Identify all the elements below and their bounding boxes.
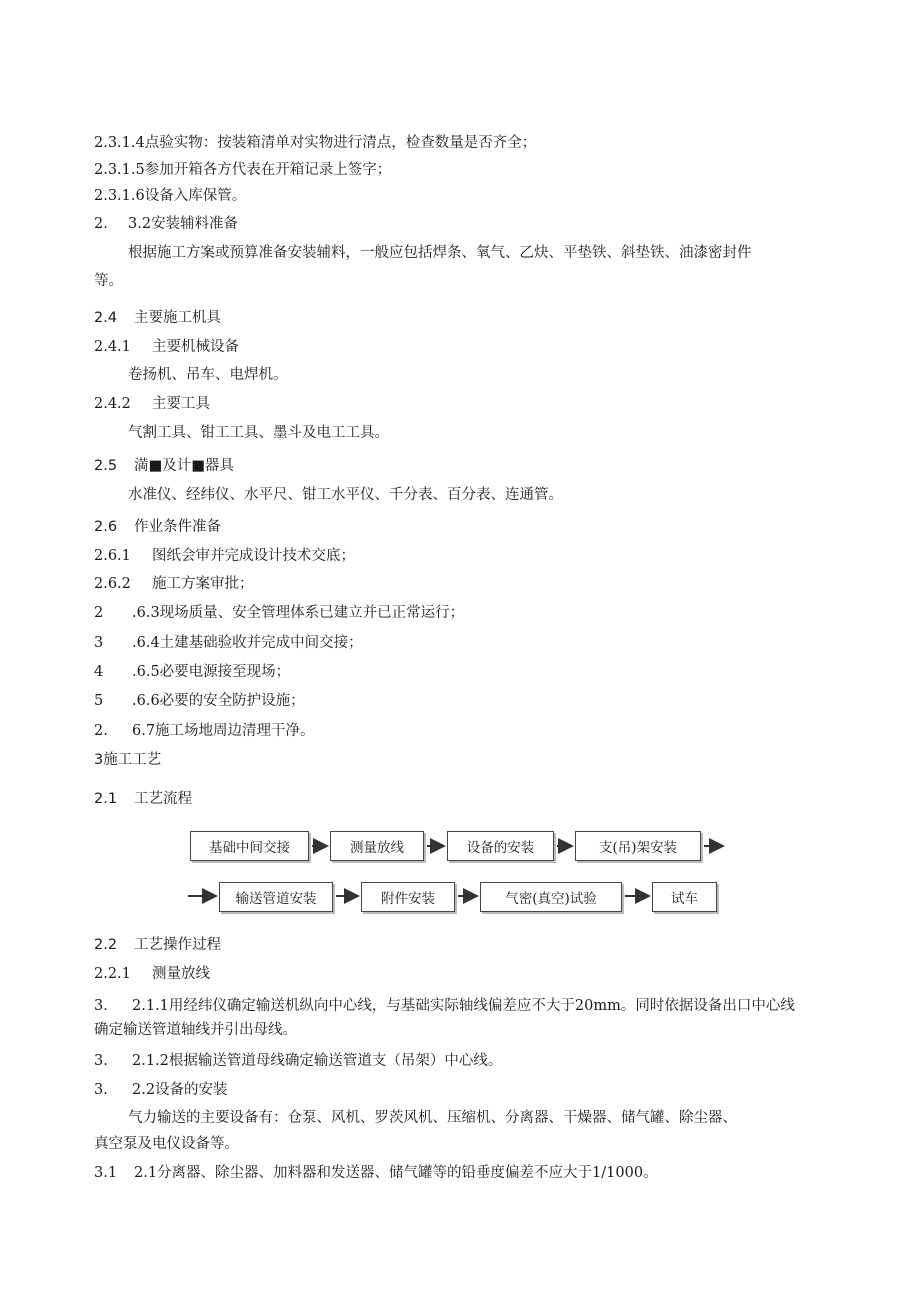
section-number: 2.6.1 [94,548,131,564]
flow-step: 设备的安装 [447,831,554,861]
section-number: 3 [94,635,104,651]
paragraph-line: 气割工具、钳工工具、墨斗及电工工具。 [128,425,389,441]
section-title: .6.5必要电源接至现场； [132,664,291,680]
section-title: 満■及计■器具 [134,458,234,474]
paragraph-line [94,1052,502,1070]
section-heading [94,518,221,536]
section-number: 2.2 [94,937,118,953]
subsection-heading [94,395,210,413]
flow-step: 测量放线 [330,831,424,861]
section-title: 主要机械设备 [152,339,239,355]
section-number: 5 [94,693,104,709]
flow-step: 输送管道安装 [219,882,333,912]
section-title: .6.3现场质量、安全管理体系已建立并已正常运行； [132,605,465,621]
section-number: 2.4.1 [94,339,131,355]
paragraph-line: 确定输送管道轴线并引出母线。 [94,1022,297,1038]
section-title: 测量放线 [152,966,210,982]
section-number: 2. [94,723,108,739]
flow-step: 支(吊)架安装 [575,831,701,861]
section-heading [94,790,192,808]
section-title: 3.2安装辅料准备 [128,216,239,232]
flow-step: 气密(真空)试验 [480,882,622,912]
section-number: 2.4 [94,310,118,326]
subsection-heading [94,547,355,565]
text-line: 2.3.1.4点验实物：按装箱清单对实物进行清点，检查数量是否齐全； [94,135,537,151]
flow-step: 基础中间交接 [190,831,309,861]
paragraph-line: 真空泵及电仪设备等。 [94,1136,239,1152]
section-number: 2.6 [94,519,118,535]
paragraph-line [94,997,795,1015]
section-number: 2. [94,216,108,232]
text-line: 2.3.1.6设备入库保管。 [94,188,247,204]
section-title: 2.2设备的安装 [132,1082,228,1098]
section-number: 2.2.1 [94,966,131,982]
section-heading [94,936,221,954]
section-number: 3. [94,1053,108,1069]
section-number: 2.5 [94,458,118,474]
text-line: 2.3.1.5参加开箱各方代表在开箱记录上签字； [94,162,392,178]
section-title: .6.4土建基础验收并完成中间交接； [132,635,363,651]
paragraph-text: 2.1.1用经纬仪确定输送机纵向中心线，与基础实际轴线偏差应不大于20mm。同时依据设备出口中心线 [132,998,795,1014]
paragraph-line: 等。 [94,273,123,289]
section-number: 2.4.2 [94,396,131,412]
section-title: 图纸会审并完成设计技术交底； [152,548,355,564]
paragraph-line [94,1164,658,1182]
subsection-heading [94,1081,228,1099]
section-number: 3.1 [94,1165,118,1181]
section-number: 3. [94,998,108,1014]
section-title: 主要施工机具 [134,310,221,326]
subsection-heading [94,634,363,652]
paragraph-line: 根据施工方案或预算准备安装辅料，一般应包括焊条、氧气、乙炔、平垫铁、斜垫铁、油漆密封件 [128,245,752,261]
subsection-heading [94,575,254,593]
section-number: 3. [94,1082,108,1098]
subsection-heading [94,965,210,983]
section-title: .6.6必要的安全防护设施； [132,693,305,709]
section-title: 工艺操作过程 [134,937,221,953]
subsection-heading [94,692,305,710]
section-number: 2.6.2 [94,576,131,592]
section-heading [94,457,234,475]
flow-step: 附件安装 [361,882,455,912]
chapter-heading: 3施工工艺 [94,752,162,768]
paragraph-line: 水准仪、经纬仪、水平尺、钳工水平仪、千分表、百分表、连通管。 [128,487,563,503]
section-number: 4 [94,664,104,680]
paragraph-text: 2.1分离器、除尘器、加料器和发送器、储气罐等的铅垂度偏差不应大于1/1000。 [134,1165,658,1181]
section-number: 2 [94,605,104,621]
section-title: 工艺流程 [134,791,192,807]
section-title: 6.7施工场地周边清理干净。 [132,723,315,739]
paragraph-text: 2.1.2根据输送管道母线确定输送管道支（吊架）中心线。 [132,1053,503,1069]
paragraph-line: 卷扬机、吊车、电焊机。 [128,367,288,383]
section-title: 作业条件准备 [134,519,221,535]
section-number: 2.1 [94,791,118,807]
flow-step: 试车 [652,882,717,912]
paragraph-line: 气力输送的主要设备有：仓泵、风机、罗茨风机、压缩机、分离器、干燥器、储气罐、除尘器、 [128,1110,737,1126]
subsection-heading [94,604,464,622]
subsection-heading [94,663,290,681]
section-title: 主要工具 [152,396,210,412]
section-heading [94,309,221,327]
section-title: 施工方案审批； [152,576,254,592]
subsection-heading [94,722,315,740]
section-heading [94,215,238,233]
subsection-heading [94,338,239,356]
